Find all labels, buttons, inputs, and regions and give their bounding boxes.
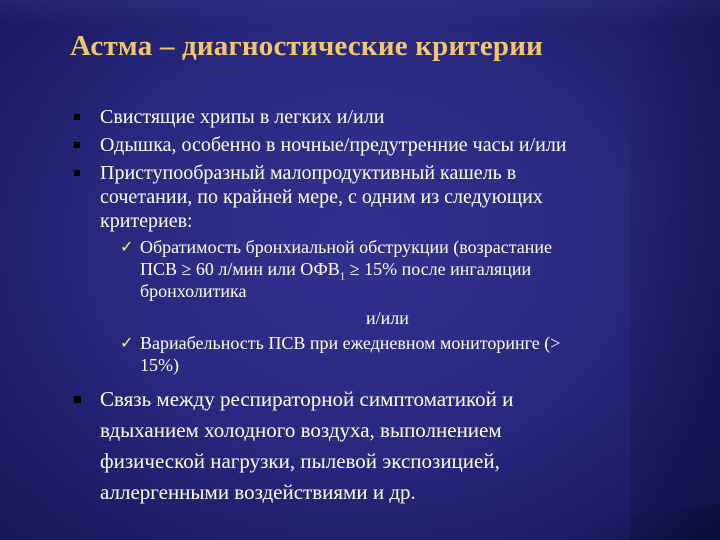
checkmark-icon: ✓ [120,333,134,352]
checkmark-icon: ✓ [120,237,134,256]
bullet-4-line: Связь между респираторной симптоматикой и [100,387,514,411]
bullet-1-text: Свистящие хрипы в легких и/или [100,106,385,128]
bullet-4-line: вдыханием холодного воздуха, выполнением [100,418,502,442]
bullet-3-text: Приступообразный малопродуктивный кашель в [100,162,517,184]
sub-item-2-line: Вариабельность ПСВ при ежедневном мониторинге (> [140,333,561,353]
bullet-3-continuation: сочетании, по крайней мере, с одним из следующих [100,186,543,208]
bullet-4-line: аллергенными воздействиями и др. [100,480,416,504]
square-bullet-icon [74,142,80,148]
connector-text: и/или [366,308,409,328]
decorative-right-shade [630,0,720,540]
decorative-top-band [0,0,720,24]
sub-item-1-line-tail: ≥ 15% после ингаляции [345,259,532,279]
square-bullet-icon [74,396,81,403]
sub-item-1-line: Обратимость бронхиальной обструкции (возрастание [140,237,553,257]
fev-subscript: 1 [339,270,346,283]
bullet-4-line: физической нагрузки, пылевой экспозицией, [100,449,500,473]
sub-item-1-line-text: ПСВ ≥ 60 л/мин или ОФВ [140,259,340,279]
sub-item-2-line: 15%) [140,355,179,375]
slide-title: Астма – диагностические критерии [70,30,544,62]
square-bullet-icon [74,114,80,120]
sub-item-1-line: бронхолитика [140,281,247,301]
square-bullet-icon [74,170,80,176]
bullet-3-continuation: критериев: [100,210,193,232]
bullet-2-text: Одышка, особенно в ночные/предутренние часы и/или [100,134,567,156]
